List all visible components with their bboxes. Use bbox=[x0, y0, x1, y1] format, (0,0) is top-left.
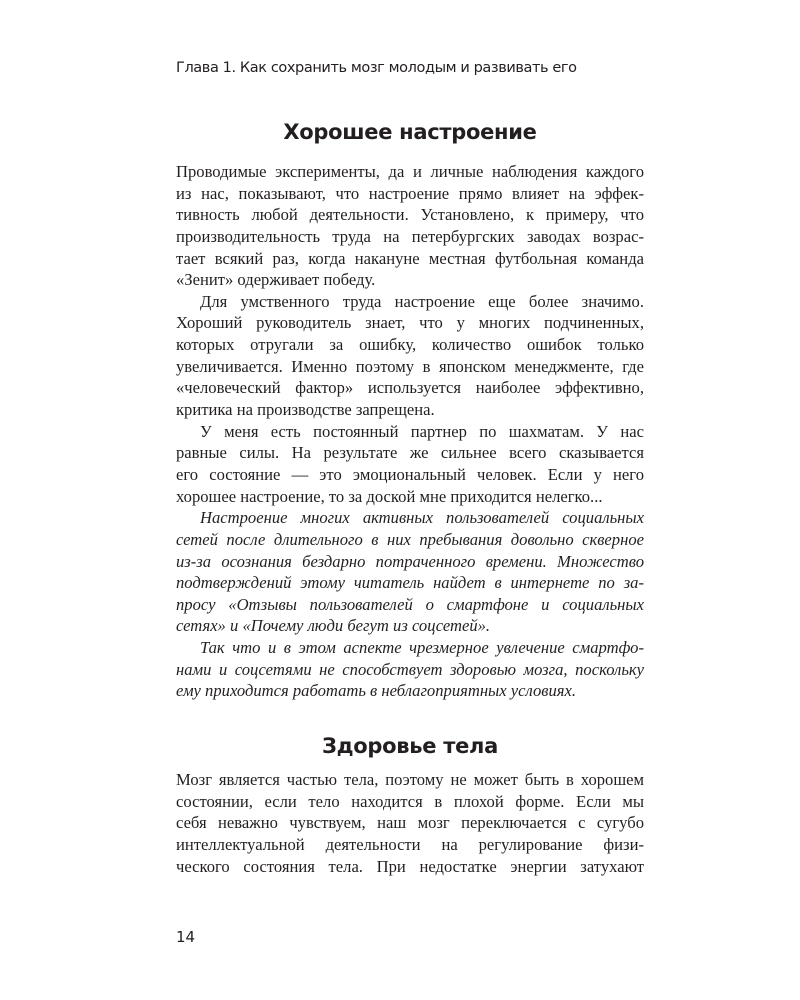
text-line: хорошее настроение, то за доской мне приходится нелегко... bbox=[176, 486, 603, 506]
section-heading-body-health: Здоровье тела bbox=[322, 734, 498, 758]
text-line: интеллектуальной деятельности на регулирование физи- bbox=[176, 834, 644, 854]
text-line: сетей после длительного в них пребывания довольно скверное bbox=[176, 529, 644, 549]
text-line: увеличивается. Именно поэтому в японском менеджменте, где bbox=[176, 356, 644, 376]
text-line: Для умственного труда настроение еще более значимо. bbox=[200, 291, 644, 311]
paragraph bbox=[176, 769, 644, 877]
text-line: Мозг является частью тела, поэтому не может быть в хорошем bbox=[176, 770, 644, 789]
text-line: Хороший руководитель знает, что у многих подчиненных, bbox=[176, 313, 644, 333]
section-heading-good-mood: Хорошее настроение bbox=[283, 120, 537, 144]
text-line: Так что и в этом аспекте чрезмерное увлечение смартфо- bbox=[200, 638, 644, 658]
text-line: ческого состояния тела. При недостатке энергии затухают bbox=[176, 856, 644, 876]
section-body-body-health bbox=[176, 769, 644, 877]
text-line: состоянии, если тело находится в плохой форме. Если мы bbox=[176, 791, 644, 811]
text-line: просу «Отзывы пользователей о смартфоне и социальных bbox=[176, 594, 644, 614]
text-line: «Зенит» одерживает победу. bbox=[176, 270, 376, 290]
text-line: «человеческий фактор» используется наиболее эффективно, bbox=[176, 378, 644, 398]
page-number: 14 bbox=[176, 928, 196, 946]
text-line: которых отругали за ошибку, количество ошибок только bbox=[176, 335, 644, 355]
italic-paragraph bbox=[176, 507, 644, 637]
text-line: сетях» и «Почему люди бегут из соцсетей». bbox=[176, 616, 491, 636]
running-head: Глава 1. Как сохранить мозг молодым и развивать его bbox=[176, 60, 577, 76]
text-line: подтверждений этому читатель найдет в интернете по за- bbox=[176, 573, 644, 593]
text-line: ему приходится работать в неблагоприятных условиях. bbox=[176, 681, 576, 701]
paragraph bbox=[176, 161, 644, 291]
text-line: У меня есть постоянный партнер по шахматам. У нас bbox=[200, 421, 644, 441]
text-line: тает всякий раз, когда накануне местная футбольная команда bbox=[176, 248, 644, 268]
text-line: производительность труда на петербургских заводах возрас- bbox=[176, 226, 644, 246]
paragraph bbox=[176, 421, 644, 508]
text-line: себя неважно чувствуем, наш мозг переключается с сугубо bbox=[176, 813, 644, 833]
section-body-good-mood bbox=[176, 161, 644, 702]
text-line: из-за осознания бездарно потраченного времени. Множество bbox=[176, 551, 644, 571]
text-line: равные силы. На результате же сильнее всего сказывается bbox=[176, 443, 644, 463]
text-line: его состояние — это эмоциональный человек. Если у него bbox=[176, 464, 644, 484]
text-line: тивность любой деятельности. Установлено, к примеру, что bbox=[176, 205, 644, 225]
paragraph bbox=[176, 291, 644, 421]
italic-paragraph bbox=[176, 637, 644, 702]
text-line: из нас, показывают, что настроение прямо влияет на эффек- bbox=[176, 183, 644, 203]
text-line: критика на производстве запрещена. bbox=[176, 400, 435, 420]
text-line: Настроение многих активных пользователей социальных bbox=[200, 508, 644, 528]
text-line: нами и соцсетями не способствует здоровью мозга, поскольку bbox=[176, 659, 644, 679]
text-line: Проводимые эксперименты, да и личные наблюдения каждого bbox=[176, 162, 644, 181]
